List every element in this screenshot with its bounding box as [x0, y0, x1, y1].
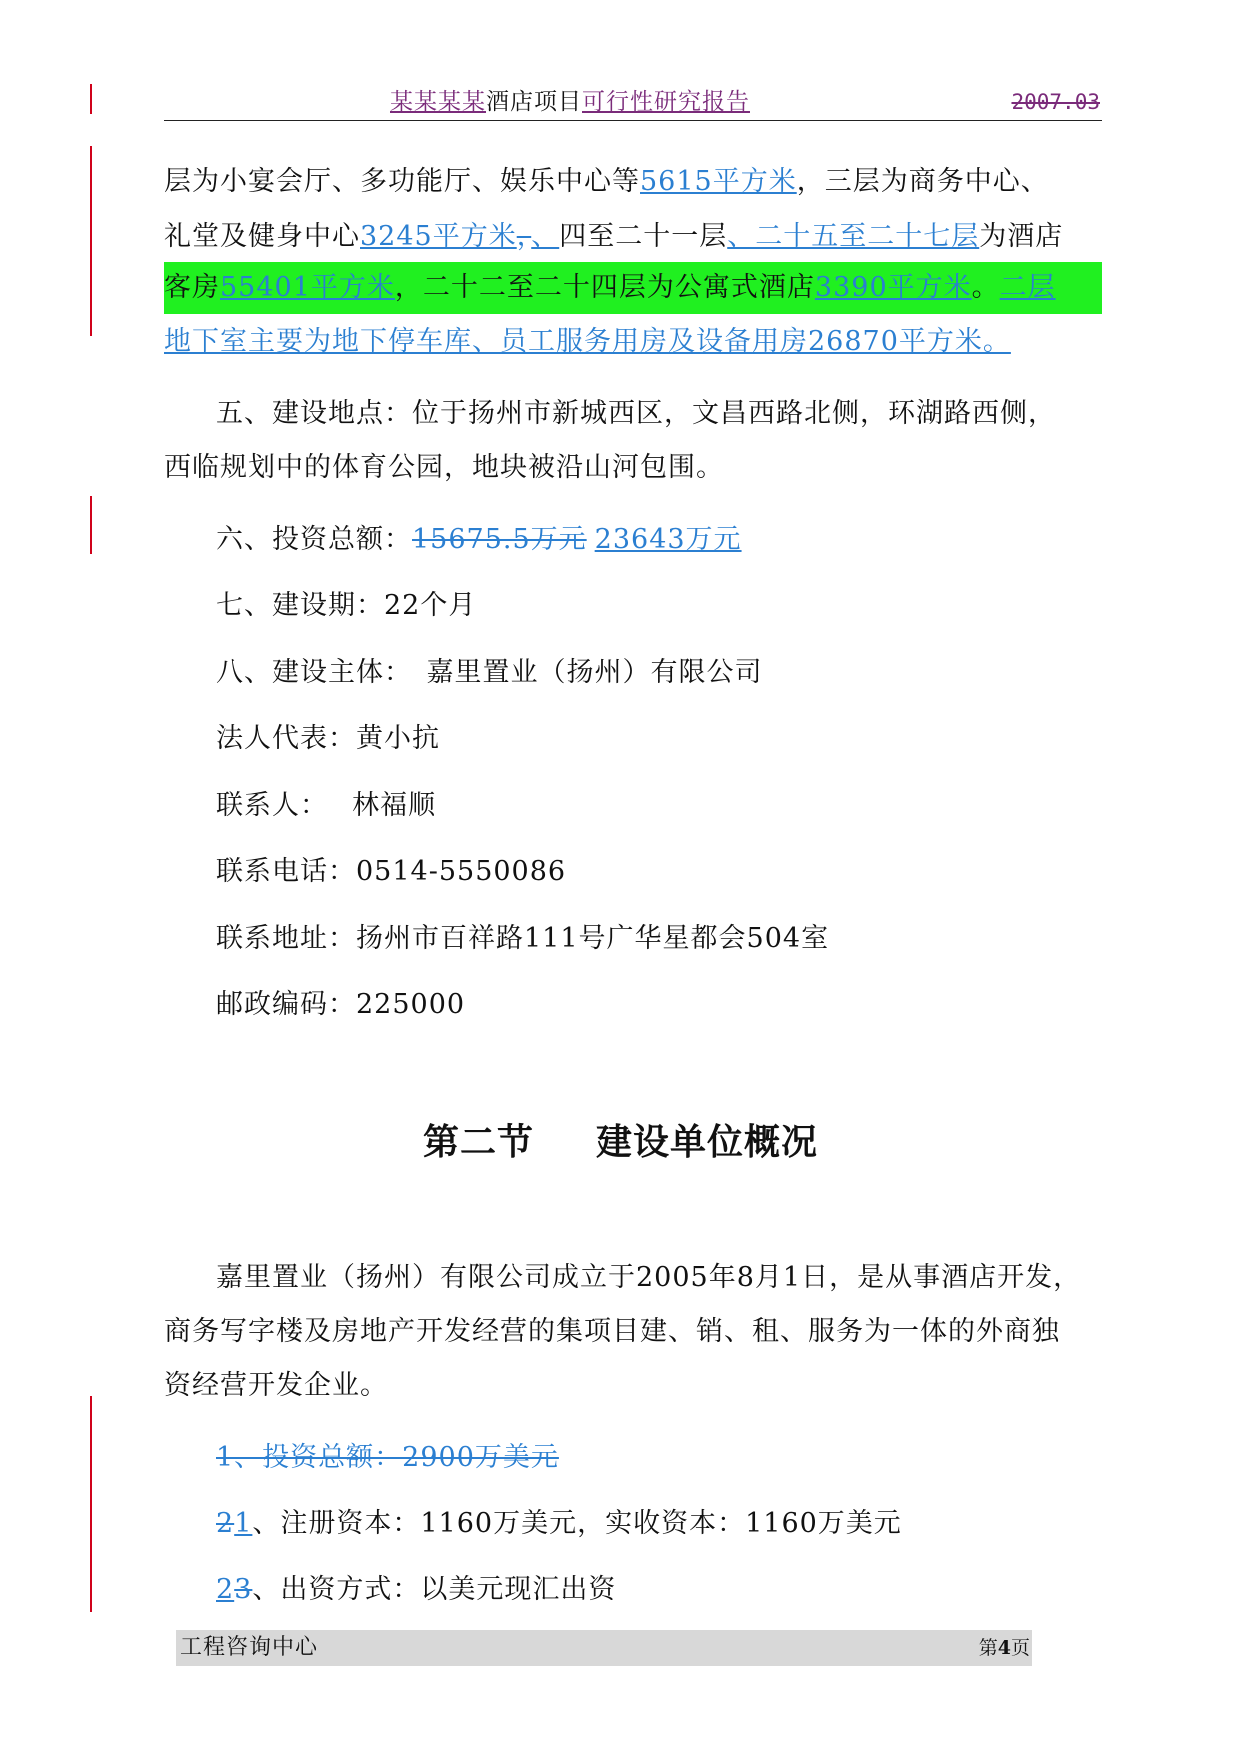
header-title	[390, 84, 750, 120]
inserted-text-line: 地下室主要为地下停车库、员工服务用房及设备用房26870平方米。	[164, 326, 1011, 357]
inserted-text: 2	[216, 1574, 235, 1605]
revision-bar	[90, 146, 92, 336]
text-line: 资经营开发企业。	[164, 1370, 388, 1401]
header-date: 2007.03	[1011, 90, 1100, 114]
text-run: 客房	[164, 272, 220, 303]
page-number-value: 4	[997, 1637, 1011, 1659]
text-line: 邮政编码：225000	[216, 989, 466, 1020]
revision-bar	[90, 84, 92, 114]
page-header	[164, 84, 1102, 121]
inserted-text: 二层	[999, 272, 1056, 303]
inserted-text: 3390平方米	[814, 272, 972, 303]
page-prefix: 第	[978, 1637, 998, 1659]
text-run: 层为小宴会厅、多功能厅、娱乐中心等	[164, 166, 640, 197]
deleted-text: 3	[234, 1574, 253, 1605]
text-line: 七、建设期：22个月	[216, 590, 477, 621]
page-number	[979, 1630, 1030, 1666]
inserted-text: 、	[531, 221, 560, 252]
deleted-text-line: 1、投资总额：2900万美元	[216, 1442, 559, 1473]
header-title-report: 可行性研究报告	[582, 89, 750, 115]
text-run: ，三层为商务中心、	[796, 166, 1049, 197]
page-suffix: 页	[1010, 1637, 1030, 1659]
text-run: 六、投资总额：	[216, 524, 412, 555]
text-line	[216, 1570, 616, 1610]
text-line	[164, 217, 1063, 257]
page-footer	[176, 1630, 1032, 1666]
section-number: 第二节	[422, 1122, 534, 1163]
inserted-text: 23643万元	[594, 524, 742, 555]
section-name: 建设单位概况	[596, 1122, 819, 1163]
header-title-middle: 酒店项目	[486, 89, 582, 115]
deleted-text: 15675.5万元	[412, 524, 587, 555]
section-heading	[0, 1118, 1241, 1168]
text-line	[164, 162, 1049, 202]
text-line: 五、建设地点：位于扬州市新城西区，文昌西路北侧，环湖路西侧，	[216, 398, 1056, 429]
inserted-text: 3245平方米	[360, 221, 517, 252]
text-line	[216, 1504, 902, 1544]
deleted-text: ，	[516, 221, 532, 252]
revision-bar	[90, 1396, 92, 1612]
inserted-text: 5615平方米	[640, 166, 797, 197]
text-line: 八、建设主体： 嘉里置业（扬州）有限公司	[216, 657, 763, 688]
text-line: 西临规划中的体育公园，地块被沿山河包围。	[164, 452, 724, 483]
text-line	[164, 268, 1056, 308]
text-line: 联系地址：扬州市百祥路111号广华星都会504室	[216, 923, 830, 954]
footer-org: 工程咨询中心	[180, 1635, 319, 1660]
deleted-text: 2	[216, 1508, 235, 1539]
inserted-text: 1	[234, 1508, 253, 1539]
revision-bar	[90, 496, 92, 554]
text-run: 。	[971, 272, 1000, 303]
inserted-text: 、二十五至二十七层	[727, 221, 980, 252]
header-title-placeholder: 某某某某	[390, 89, 486, 115]
text-run: 、注册资本：1160万美元，实收资本：1160万美元	[252, 1508, 902, 1539]
text-line: 联系电话：0514-5550086	[216, 856, 567, 887]
text-line: 商务写字楼及房地产开发经营的集项目建、销、租、服务为一体的外商独	[164, 1316, 1060, 1347]
text-run: ，二十二至二十四层为公寓式酒店	[394, 272, 815, 303]
text-line: 联系人： 林福顺	[216, 790, 437, 821]
text-run: 四至二十一层	[559, 221, 728, 252]
inserted-text: 55401平方米	[220, 272, 395, 303]
text-run: 为酒店	[979, 221, 1064, 252]
text-run: 、出资方式：以美元现汇出资	[252, 1574, 617, 1605]
text-line: 法人代表：黄小抗	[216, 723, 440, 754]
text-line	[216, 520, 742, 560]
text-line: 嘉里置业（扬州）有限公司成立于2005年8月1日，是从事酒店开发，	[216, 1262, 1082, 1293]
text-run: 礼堂及健身中心	[164, 221, 360, 252]
